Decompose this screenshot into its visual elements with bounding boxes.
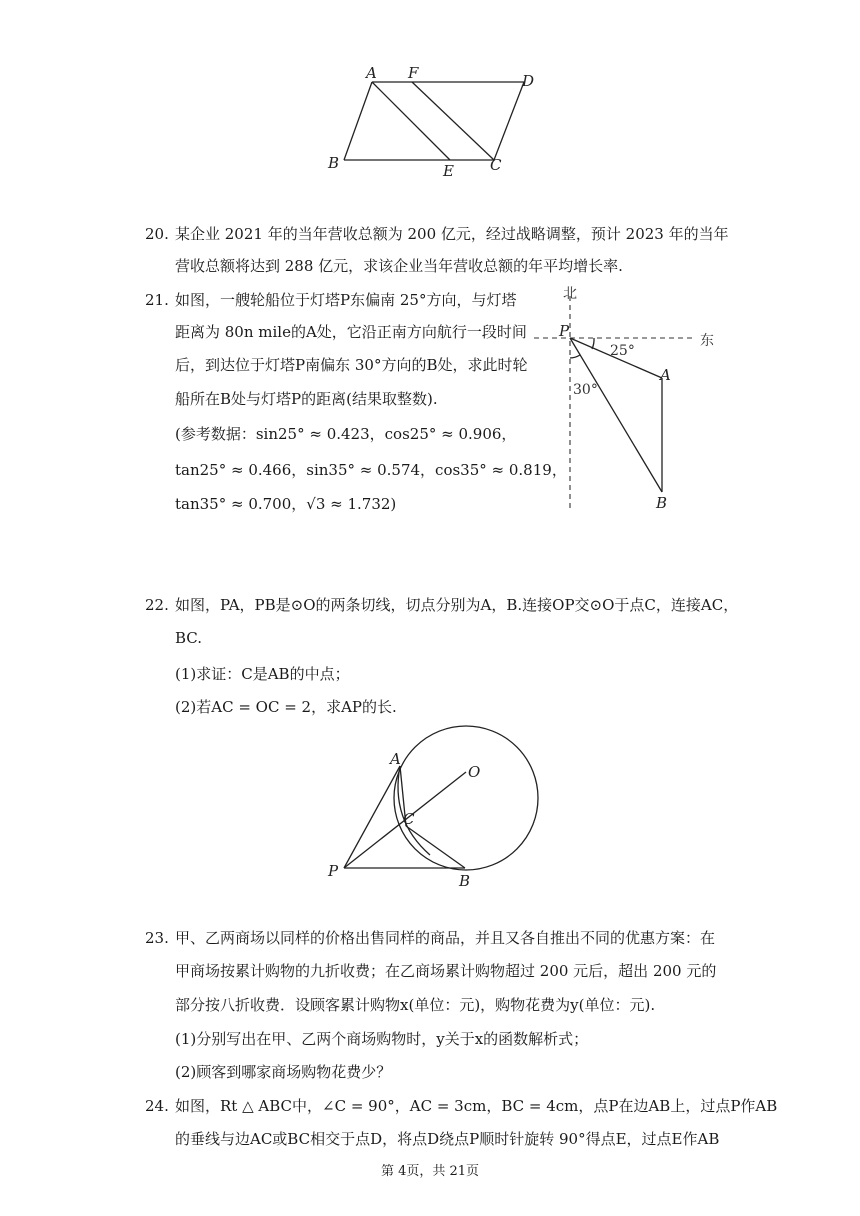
question-text-line: tan35° ≈ 0.700，√3 ≈ 1.732)	[175, 495, 397, 513]
label-C: C	[490, 156, 502, 174]
question-text-line: 如图，一艘轮船位于灯塔P东偏南 25°方向，与灯塔	[175, 291, 517, 309]
label-B: B	[328, 154, 340, 172]
question-text-line: 的垂线与边AC或BC相交于点D，将点D绕点P顺时针旋转 90°得点E，过点E作AB	[175, 1130, 720, 1148]
question-text-line: (参考数据：sin25° ≈ 0.423，cos25° ≈ 0.906，	[175, 425, 517, 443]
question-text-line: (2)若AC = OC = 2，求AP的长.	[175, 698, 397, 716]
angle-25-label: 25°	[610, 343, 635, 359]
question-text-line: 甲商场按累计购物的九折收费；在乙商场累计购物超过 200 元后，超出 200 元的	[175, 962, 717, 980]
question-number: 22.	[145, 596, 169, 614]
label-A: A	[366, 64, 377, 82]
north-label: 北	[563, 286, 577, 302]
question-text-line: 船所在B处与灯塔P的距离(结果取整数).	[175, 390, 438, 408]
label-P: P	[559, 322, 570, 340]
label-D: D	[522, 72, 535, 90]
question-text-line: (2)顾客到哪家商场购物花费少？	[175, 1063, 392, 1081]
label-E: E	[443, 162, 454, 180]
label-O: O	[468, 763, 481, 781]
page-footer: 第 4页，共 21页	[380, 1164, 480, 1179]
question-text-line: 甲、乙两商场以同样的价格出售同样的商品，并且又各自推出不同的优惠方案：在	[175, 929, 716, 947]
east-label: 东	[700, 333, 714, 349]
question-text-line: 如图，PA，PB是⊙O的两条切线，切点分别为A，B.连接OP交⊙O于点C，连接AC，	[175, 596, 739, 614]
angle-30-label: 30°	[573, 382, 598, 398]
question-text-line: 营收总额将达到 288 亿元，求该企业当年营收总额的年平均增长率.	[175, 257, 623, 275]
label-P: P	[328, 862, 339, 880]
label-C: C	[403, 810, 415, 828]
question-text-line: 后，到达位于灯塔P南偏东 30°方向的B处，求此时轮	[175, 356, 528, 374]
question-number: 23.	[145, 929, 169, 947]
label-B: B	[656, 494, 668, 512]
circle-tangent-figure	[320, 720, 560, 890]
question-text-line: 距离为 80n mile的A处，它沿正南方向航行一段时间	[175, 323, 527, 341]
question-text-line: (1)分别写出在甲、乙两个商场购物时，y关于x的函数解析式；	[175, 1030, 589, 1048]
question-text-line: BC.	[175, 629, 203, 647]
question-number: 21.	[145, 291, 169, 309]
question-text-line: 某企业 2021 年的当年营收总额为 200 亿元，经过战略调整，预计 2023 年的当年	[175, 225, 729, 243]
label-B: B	[459, 872, 471, 890]
question-text-line: 如图，Rt △ ABC中，∠C = 90°，AC = 3cm，BC = 4cm，点P在边AB上，过点P作AB	[175, 1097, 778, 1115]
bearing-figure	[530, 282, 720, 514]
question-text-line: tan25° ≈ 0.466，sin35° ≈ 0.574，cos35° ≈ 0.819，	[175, 461, 567, 479]
question-number: 20.	[145, 225, 169, 243]
question-number: 24.	[145, 1097, 169, 1115]
label-A: A	[660, 366, 671, 384]
parallelogram-figure	[320, 62, 550, 187]
label-A: A	[390, 750, 401, 768]
question-text-line: 部分按八折收费．设顾客累计购物x(单位：元)，购物花费为y(单位：元).	[175, 996, 656, 1014]
question-text-line: (1)求证：C是AB的中点；	[175, 665, 350, 683]
label-F: F	[408, 64, 419, 82]
